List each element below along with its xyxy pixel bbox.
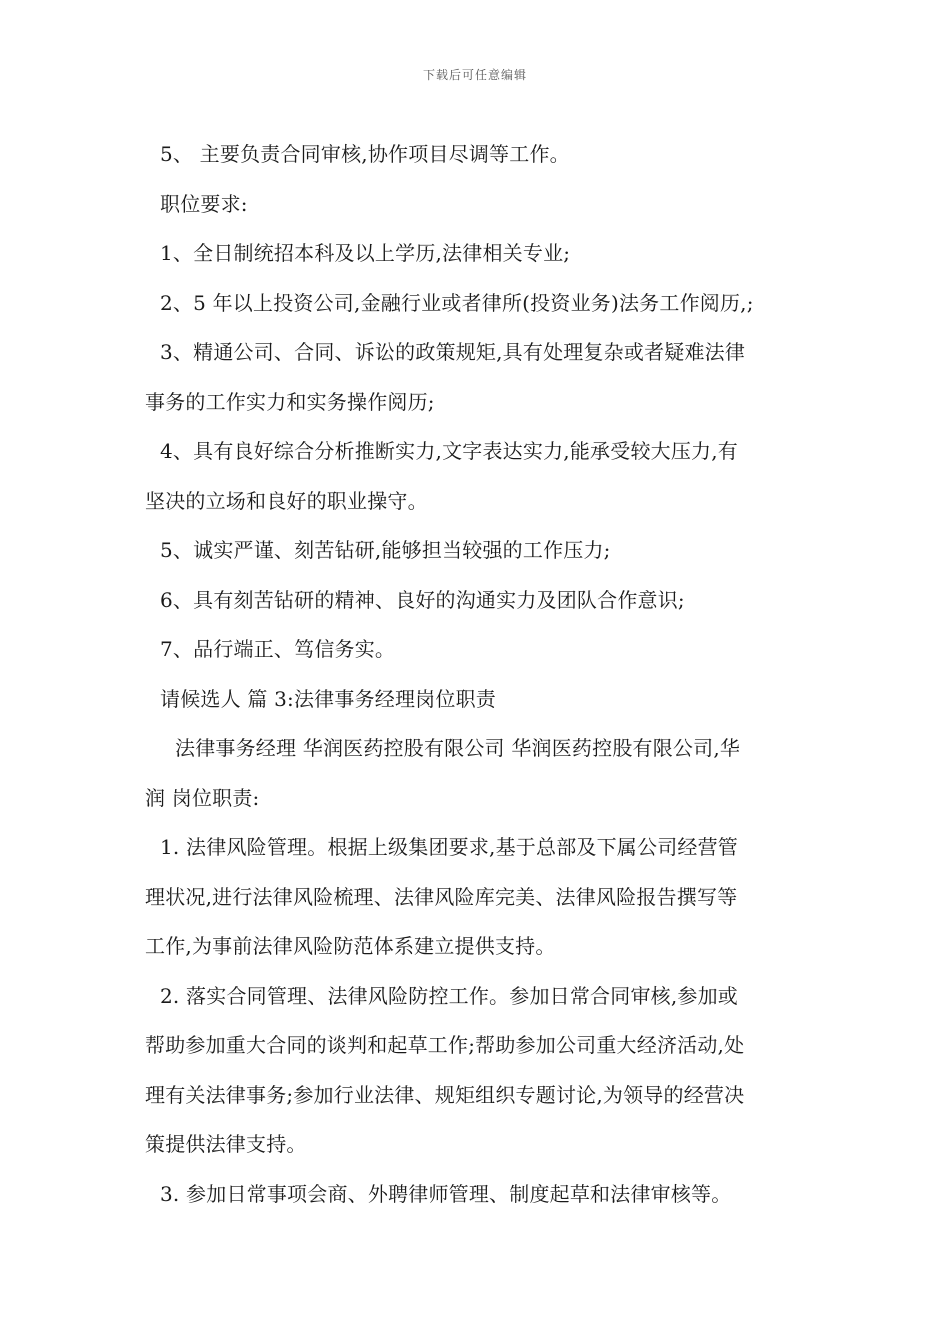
section-heading: 请候选人 篇 3:法律事务经理岗位职责 <box>160 686 496 711</box>
requirement-item-3-cont: 事务的工作实力和实务操作阅历; <box>145 389 435 414</box>
requirement-item-4-cont: 坚决的立场和良好的职业操守。 <box>145 488 428 513</box>
duty-paragraph-2: 2. 落实合同管理、法律风险防控工作。参加日常合同审核,参加或 <box>160 983 738 1008</box>
company-line: 法律事务经理 华润医药控股有限公司 华润医药控股有限公司,华 <box>175 736 741 760</box>
requirements-heading: 职位要求: <box>160 191 248 216</box>
duty-item-5: 5、 主要负责合同审核,协作项目尽调等工作。 <box>160 142 570 166</box>
duty-paragraph-2-cont-b: 理有关法律事务;参加行业法律、规矩组织专题讨论,为领导的经营决 <box>145 1082 745 1107</box>
requirement-item-5: 5、诚实严谨、刻苦钻研,能够担当较强的工作压力; <box>160 538 611 562</box>
requirement-item-6: 6、具有刻苦钻研的精神、良好的沟通实力及团队合作意识; <box>160 587 685 612</box>
duty-paragraph-2-cont-a: 帮助参加重大合同的谈判和起草工作;帮助参加公司重大经济活动,处 <box>145 1033 745 1057</box>
duty-paragraph-1-cont-b: 工作,为事前法律风险防范体系建立提供支持。 <box>145 934 556 958</box>
duty-paragraph-1-cont-a: 理状况,进行法律风险梳理、法律风险库完美、法律风险报告撰写等 <box>145 884 738 909</box>
document-body <box>145 130 810 1219</box>
duty-paragraph-3: 3. 参加日常事项会商、外聘律师管理、制度起草和法律审核等。 <box>160 1181 732 1206</box>
company-line-cont: 润 岗位职责: <box>145 785 260 810</box>
requirement-item-7: 7、品行端正、笃信务实。 <box>160 637 396 661</box>
requirement-item-3: 3、精通公司、合同、诉讼的政策规矩,具有处理复杂或者疑难法律 <box>160 340 746 364</box>
header-note: 下载后可任意编辑 <box>422 68 527 82</box>
requirement-item-2: 2、5 年以上投资公司,金融行业或者律所(投资业务)法务工作阅历,; <box>160 290 754 315</box>
requirement-item-1: 1、全日制统招本科及以上学历,法律相关专业; <box>160 241 571 265</box>
duty-paragraph-2-cont-c: 策提供法律支持。 <box>145 1132 307 1156</box>
requirement-item-4: 4、具有良好综合分析推断实力,文字表达实力,能承受较大压力,有 <box>160 439 738 463</box>
duty-paragraph-1: 1. 法律风险管理。根据上级集团要求,基于总部及下属公司经营管 <box>160 835 738 859</box>
